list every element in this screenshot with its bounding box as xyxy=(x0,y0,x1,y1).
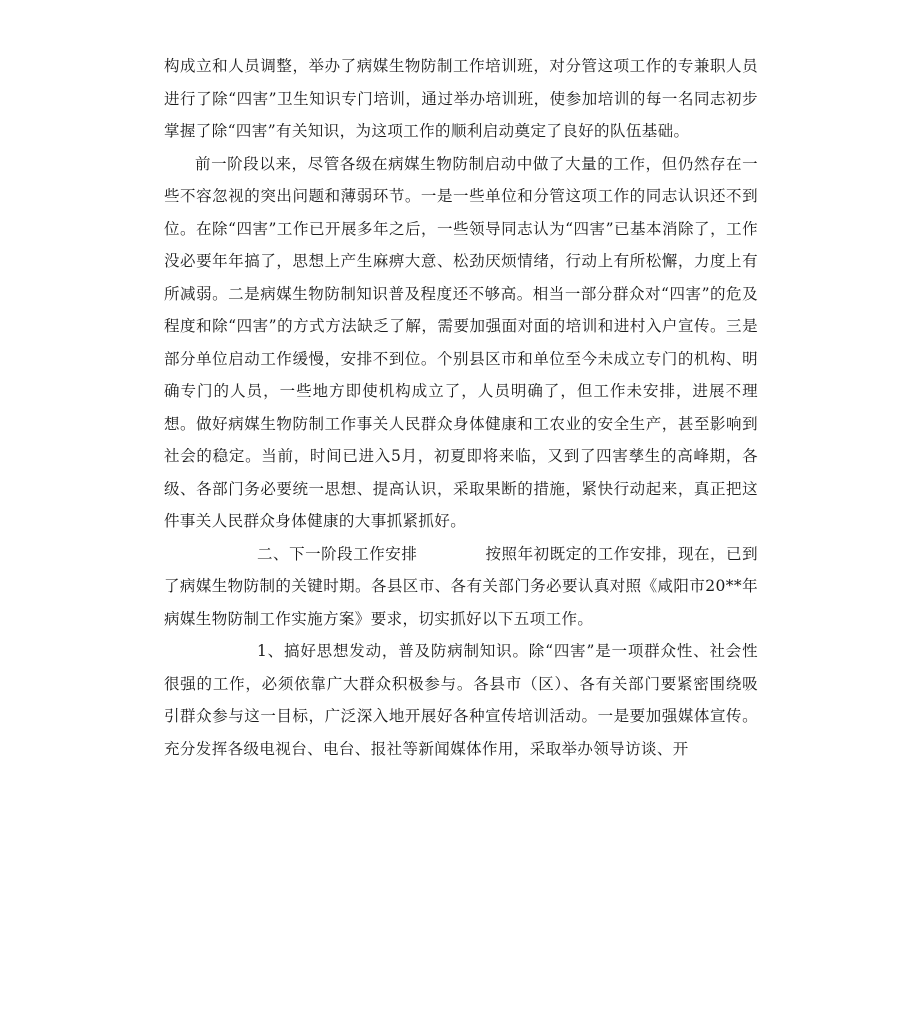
document-page xyxy=(164,50,758,765)
paragraph-item-1: 1、搞好思想发动，普及防病制知识。除“四害”是一项群众性、社会性很强的工作，必须依靠广大群众积极参与。各县市（区）、各有关部门要紧密围绕吸引群众参与这一目标，广泛深入地开展好各种宣传培训活动。一是要加强媒体宣传。充分发挥各级电视台、电台、报社等新闻媒体作用，采取举办领导访谈、开 xyxy=(164,642,758,758)
paragraph-team-training: 构成立和人员调整，举办了病媒生物防制工作培训班，对分管这项工作的专兼职人员进行了除“四害”卫生知识专门培训，通过举办培训班，使参加培训的每一名同志初步掌握了除“四害”有关知识，为这项工作的顺利启动奠定了良好的队伍基础。 xyxy=(164,57,758,140)
paragraph-next-stage xyxy=(164,538,758,636)
section-body: 按照年初既定的工作安排，现在，已到了病媒生物防制的关键时期。各县区市、各有关部门务必要认真对照《咸阳市20**年病媒生物防制工作实施方案》要求，切实抓好以下五项工作。 xyxy=(164,544,758,628)
section-heading: 二、下一阶段工作安排 xyxy=(257,544,418,563)
paragraph-existing-problems: 前一阶段以来，尽管各级在病媒生物防制启动中做了大量的工作，但仍然存在一些不容忽视的突出问题和薄弱环节。一是一些单位和分管这项工作的同志认识还不到位。在除“四害”工作已开展多年之后，一些领导同志认为“四害”已基本消除了，工作没必要年年搞了，思想上产生麻痹大意、松劲厌烦情绪，行动上有所松懈，力度上有所减弱。二是病媒生物防制知识普及程度还不够高。相当一部分群众对“四害”的危及程度和除“四害”的方式方法缺乏了解，需要加强面对面的培训和进村入户宣传。三是部分单位启动工作缓慢，安排不到位。个别县区市和单位至今未成立专门的机构、明确专门的人员，一些地方即使机构成立了，人员明确了，但工作未安排，进展不理想。做好病媒生物防制工作事关人民群众身体健康和工农业的安全生产，甚至影响到社会的稳定。当前，时间已进入5月，初夏即将来临，又到了四害孳生的高峰期，各级、各部门务必要统一思想、提高认识，采取果断的措施，紧快行动起来，真正把这件事关人民群众身体健康的大事抓紧抓好。 xyxy=(164,154,758,530)
